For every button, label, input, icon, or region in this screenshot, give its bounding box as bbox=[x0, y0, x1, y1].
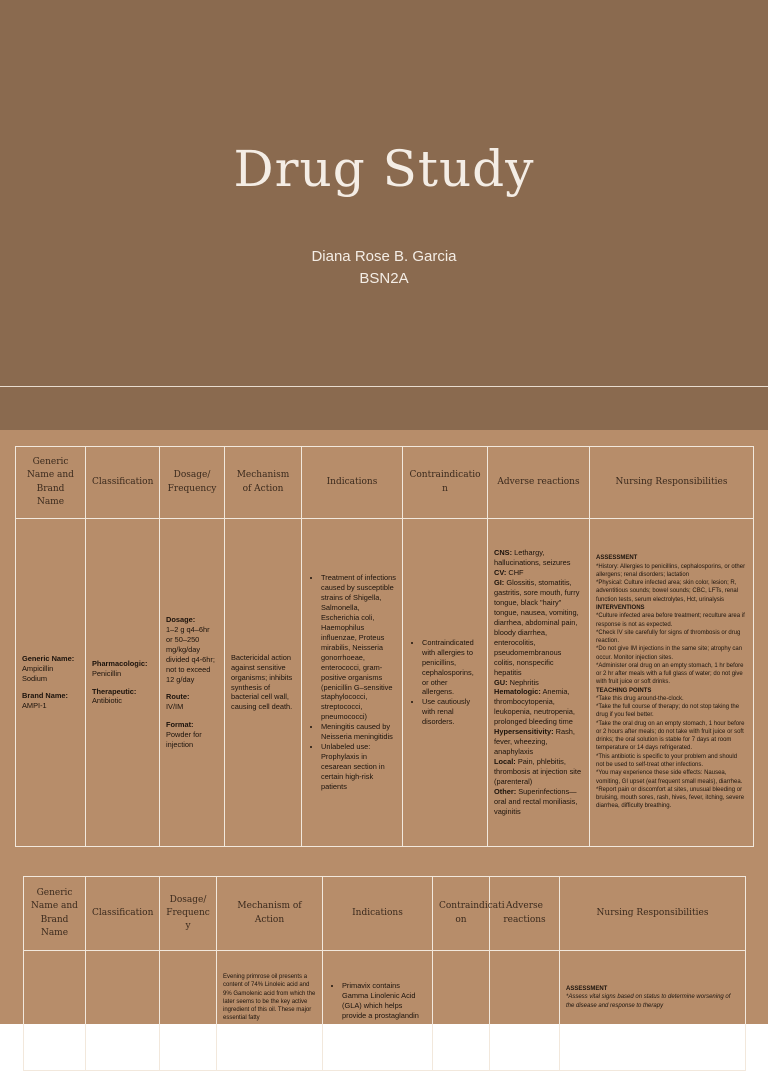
indications-cell bbox=[302, 519, 403, 847]
adverse-text: Glossitis, stomatitis, gastritis, sore mouth, furry tongue, black "hairy" tongue, nausea, vomiting, diarrhea, abdominal pain, bloody diarrhea, enterocolitis, pseudomembranous colitis, nonspecific hepatitis bbox=[494, 577, 580, 677]
dosage-cell bbox=[160, 951, 217, 1071]
nursing-cell bbox=[560, 951, 746, 1071]
classification-cell bbox=[86, 951, 160, 1071]
table-row bbox=[16, 519, 754, 847]
adverse-text: Pain, phlebitis, thrombosis at injection site (parenteral) bbox=[494, 757, 582, 787]
adverse-label: CNS: bbox=[494, 547, 513, 557]
adverse-text: Superinfections—oral and rectal moniliasis, vaginitis bbox=[494, 787, 578, 817]
header-mechanism: Mechanism of Action bbox=[225, 447, 302, 519]
adverse-text: CHF bbox=[506, 567, 524, 577]
list-item: • Meningitis caused by Neisseria meningitidis bbox=[321, 722, 396, 742]
header-indications: Indications bbox=[302, 447, 403, 519]
nursing-line: *Take the full course of therapy; do not stop taking the drug if you feel better. bbox=[596, 704, 740, 719]
adverse-text: Lethargy, hallucinations, seizures bbox=[494, 547, 571, 567]
nursing-line: *This antibiotic is specific to your problem and should not be used to self-treat other infections. bbox=[596, 753, 738, 769]
nursing-line: *History: Allergies to penicillins, cephalosporins, or other allergens; renal disorders; lactation bbox=[596, 563, 746, 578]
adverse-label: GI: bbox=[494, 577, 505, 587]
nursing-line: *Assess vital signs based on status to determine worsening of the disease and response to therapy bbox=[566, 994, 731, 1009]
list-item: • Primavix contains Gamma Linolenic Acid (GLA) which helps provide a prostaglandin bbox=[342, 981, 426, 1021]
title-slide bbox=[0, 0, 768, 430]
dosage-value: 1–2 g q4–6hr or 50–250 mg/kg/day divided q4-6hr; not to exceed 12 g/day bbox=[166, 624, 215, 684]
nursing-cell bbox=[590, 519, 754, 847]
adverse-text: Rash, fever, wheezing, anaphylaxis bbox=[494, 727, 575, 757]
route-value: IV/IM bbox=[166, 702, 184, 712]
adverse-text: Anemia, thrombocytopenia, leukopenia, neutropenia, prolonged bleeding time bbox=[494, 687, 575, 727]
therapeutic-label: Therapeutic: bbox=[92, 686, 137, 696]
mechanism-cell: Bactericidal action against sensitive organisms; inhibits synthesis of bacterial cell wall, causing cell death. bbox=[225, 519, 302, 847]
indications-cell bbox=[323, 951, 433, 1071]
list-item: • Contraindicated with allergies to penicillins, cephalosporins, or other allergens. bbox=[422, 638, 481, 698]
header-nursing: Nursing Responsibilities bbox=[560, 877, 746, 951]
header-adverse: Adverse reactions bbox=[488, 447, 590, 519]
route-label: Route: bbox=[166, 692, 190, 702]
contraindications-cell bbox=[403, 519, 488, 847]
drug-table-2 bbox=[23, 876, 746, 1071]
header-classification: Classification bbox=[86, 877, 160, 951]
dosage-cell bbox=[160, 519, 225, 847]
nursing-heading: ASSESSMENT bbox=[596, 555, 638, 562]
dosage-label: Dosage: bbox=[166, 614, 196, 624]
pharmacologic-value: Penicillin bbox=[92, 668, 122, 678]
adverse-label: CV: bbox=[494, 567, 507, 577]
classification-cell bbox=[86, 519, 160, 847]
table-row bbox=[24, 951, 746, 1071]
header-contraindication: Contraindicatio n bbox=[403, 447, 488, 519]
generic-label: Generic Name: bbox=[22, 653, 75, 663]
mechanism-cell bbox=[217, 951, 323, 1071]
adverse-text: Nephritis bbox=[507, 677, 539, 687]
header-dosage: Dosage/ Frequency bbox=[160, 447, 225, 519]
generic-value: Ampicillin Sodium bbox=[22, 663, 54, 683]
header-contraindication: Contraindicati on bbox=[433, 877, 490, 951]
page-title: Drug Study bbox=[233, 140, 535, 198]
nursing-line: *Report pain or discomfort at sites, unusual bleeding or bruising, mouth sores, rash, hives, fever, itching, severe diarrhea, difficulty breathing. bbox=[596, 786, 745, 810]
generic-cell bbox=[16, 519, 86, 847]
nursing-line: *Administer oral drug on an empty stomach, 1 hr before or 2 hr after meals with a full glass of water; do not give with fruit juice or soft drinks. bbox=[596, 662, 744, 686]
brand-value: AMPI-1 bbox=[22, 701, 47, 711]
drug-table-1 bbox=[15, 446, 754, 847]
mechanism-text: Evening primrose oil presents a content of 74% Linoleic acid and 9% Gamolenic acid from which the later seems to be the key active ingredient of this oil. These major essential fatty bbox=[223, 974, 316, 1022]
adverse-label: GU: bbox=[494, 677, 508, 687]
nursing-line: *Culture infected area before treatment; reculture area if response is not as expected. bbox=[596, 613, 745, 628]
nursing-line: *Physical: Culture infected area; skin color, lesion; R, adventitious sounds; bowel sounds; CBC, LFTs, renal function tests, serum electrolytes, Hct, urinalysis bbox=[596, 580, 739, 603]
list-item: • Use cautiously with renal disorders. bbox=[422, 697, 481, 727]
author-name: Diana Rose B. Garcia bbox=[311, 248, 457, 265]
pharmacologic-label: Pharmacologic: bbox=[92, 658, 148, 668]
contraindications-cell bbox=[433, 951, 490, 1071]
adverse-label: Local: bbox=[494, 757, 516, 767]
format-value: Powder for injection bbox=[166, 730, 202, 750]
therapeutic-value: Antibiotic bbox=[92, 696, 122, 706]
nursing-line: *Take the oral drug on an empty stomach, 1 hour before or 2 hours after meals; do not take with fruit juice or soft drinks; the oral solution is stable for 7 days at room temperature or 14 days refrigerated. bbox=[596, 720, 745, 752]
adverse-cell bbox=[490, 951, 560, 1071]
header-dosage: Dosage/ Frequenc y bbox=[160, 877, 217, 951]
adverse-cell bbox=[488, 519, 590, 847]
table-header-row bbox=[16, 447, 754, 519]
divider bbox=[0, 386, 768, 387]
adverse-label: Hypersensitivity: bbox=[494, 727, 554, 737]
header-generic: Generic Name and Brand Name bbox=[16, 447, 86, 519]
header-indications: Indications bbox=[323, 877, 433, 951]
header-mechanism: Mechanism of Action bbox=[217, 877, 323, 951]
nursing-line: *Check IV site carefully for signs of thrombosis or drug reaction. bbox=[596, 629, 741, 645]
generic-cell bbox=[24, 951, 86, 1071]
nursing-line: *Do not give IM injections in the same site; atrophy can occur. Monitor injection sites. bbox=[596, 646, 743, 661]
header-nursing: Nursing Responsibilities bbox=[590, 447, 754, 519]
table-header-row bbox=[24, 877, 746, 951]
header-classification: Classification bbox=[86, 447, 160, 519]
brand-label: Brand Name: bbox=[22, 691, 68, 701]
nursing-line: *Take this drug around-the-clock. bbox=[596, 695, 684, 702]
list-item: • Treatment of infections caused by susceptible strains of Shigella, Salmonella, Escherichia coli, Haemophilus influenzae, Proteus mirabilis, Neisseria gonorrhoeae, enterococci, gram-positive organisms (penicillin G–sensitive staphylococci, streptococci, pneumococci) bbox=[321, 573, 396, 723]
section-name: BSN2A bbox=[359, 270, 409, 287]
nursing-heading: TEACHING POINTS bbox=[596, 687, 652, 694]
nursing-heading: ASSESSMENT bbox=[566, 986, 608, 992]
list-item: • Unlabeled use: Prophylaxis in cesarean section in certain high-risk patients bbox=[321, 742, 396, 792]
header-adverse: Adverse reactions bbox=[490, 877, 560, 951]
format-label: Format: bbox=[166, 720, 194, 730]
nursing-line: *You may experience these side effects: Nausea, vomiting, GI upset (eat frequent small meals), diarrhea. bbox=[596, 770, 743, 785]
nursing-heading: INTERVENTIONS bbox=[596, 604, 645, 611]
header-generic: Generic Name and Brand Name bbox=[24, 877, 86, 951]
adverse-label: Hematologic: bbox=[494, 687, 541, 697]
adverse-label: Other: bbox=[494, 787, 517, 797]
